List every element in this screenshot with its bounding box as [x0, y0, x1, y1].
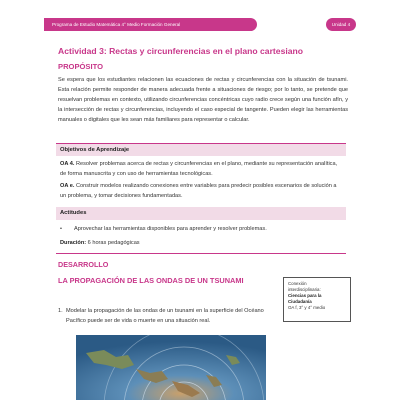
duracion-value: 6 horas pedagógicas: [87, 240, 140, 246]
actitudes-heading: Actitudes: [56, 207, 346, 220]
actitudes-bullet: [60, 224, 344, 234]
step-number: 1.: [58, 308, 63, 314]
unit-badge: Unidad 4: [326, 18, 356, 31]
objective-code: OA e.: [60, 183, 75, 189]
objective-text: Construir modelos realizando conexiones entre variables para predecir posibles escenarios de solución a un problema, y tomar decisiones fundamentadas.: [60, 183, 337, 199]
actitudes-text: Aprovechar las herramientas disponibles para aprender y resolver problemas.: [74, 226, 267, 232]
objective-text: Resolver problemas acerca de rectas y circunferencias en el plano, mediante su representación analítica, de forma manuscrita y con uso de herramientas tecnológicas.: [60, 161, 338, 177]
objective-oae: [60, 181, 344, 201]
side-line-1: Conexión: [288, 281, 307, 286]
objectives-box: [56, 143, 346, 267]
duracion-label: Duración:: [60, 240, 87, 246]
activity-title: Actividad 3: Rectas y circunferencias en el plano cartesiano: [58, 46, 304, 56]
objectives-heading: Objetivos de Aprendizaje: [56, 143, 346, 156]
side-line-4: Ciudadanía: [288, 299, 312, 304]
map-graphic: [76, 335, 266, 400]
interdisciplinary-box: [283, 277, 351, 322]
page-header: [0, 0, 400, 40]
proposito-text: Se espera que los estudiantes relacionen las ecuaciones de rectas y circunferencias con la situación de tsunami. Esta relación permite responder de manera adecuada frente a situaciones de riesgo; por lo tanto, se pretende que resuelvan problemas en contexto, utilizando circunferencias concéntricas cuyo radio crece según una función afín, y la intersección de rectas y circunferencias, incluyendo el caso especial de tangente. Pueden elegir las herramientas manuales o digitales que les sean más familiares para representar o calcular.: [58, 77, 348, 123]
tsunami-map-image: [76, 335, 266, 400]
side-line-2: interdisciplinaria:: [288, 287, 321, 292]
proposito-heading: PROPÓSITO: [58, 62, 104, 71]
duracion: [60, 238, 140, 248]
objective-code: OA 4.: [60, 161, 75, 167]
step-text: Modelar la propagación de las ondas de un tsunami en la superficie del Océano Pacífico puede ser de vida o muerte en una situación real.: [66, 308, 264, 324]
step-1: [58, 306, 276, 326]
objective-oa4: [60, 159, 344, 179]
desarrollo-heading: DESARROLLO: [58, 260, 109, 269]
propagacion-heading: LA PROPAGACIÓN DE LAS ONDAS DE UN TSUNAMI: [58, 276, 244, 285]
side-line-3: Ciencias para la: [288, 293, 322, 298]
divider: [56, 253, 346, 254]
side-line-5: OA f, 3° y 4° medio: [288, 305, 326, 310]
program-banner: Programa de Estudio Matemática 4° Medio Formación General: [44, 18, 257, 31]
bullet-icon: •: [60, 226, 62, 232]
